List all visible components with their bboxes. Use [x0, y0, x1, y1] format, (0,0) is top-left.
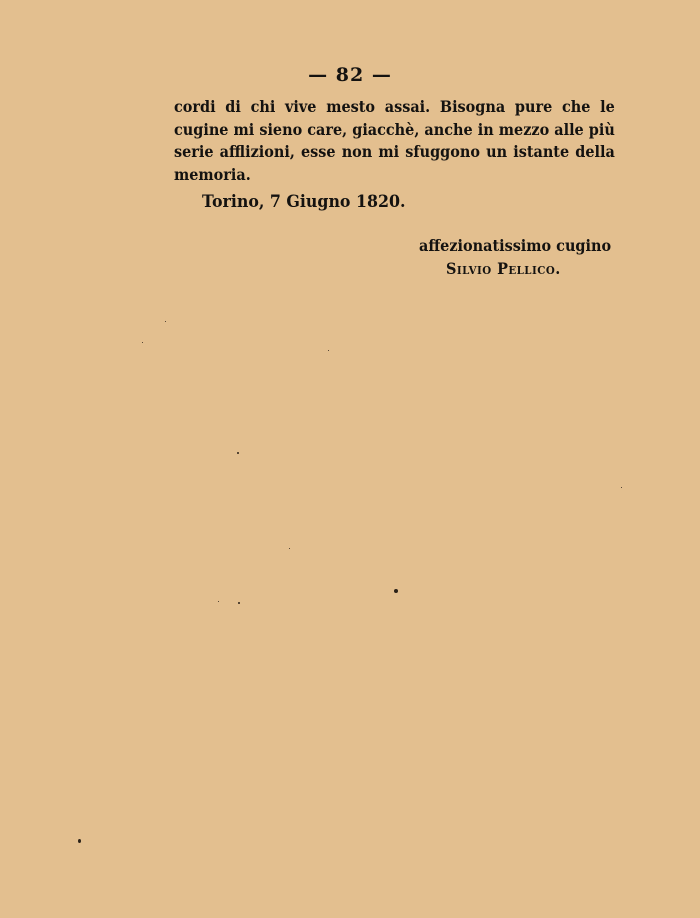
paper-speck [238, 602, 240, 604]
paragraph-text: cordi di chi vive mesto assai. Bisogna pure che le cugine mi sieno care, giacchè, anche in mezzo alle più serie afflizioni, esse non mi sfuggono un istante della memoria. [174, 97, 615, 184]
page-number: — 82 — [308, 64, 392, 86]
paper-speck [621, 487, 622, 488]
paper-speck [289, 548, 290, 549]
body-paragraph [174, 96, 615, 186]
paper-speck [328, 350, 329, 351]
paper-speck [165, 321, 166, 322]
paper-speck [142, 342, 143, 343]
paper-speck [218, 601, 219, 602]
paper-speck [78, 839, 81, 843]
dateline: Torino, 7 Giugno 1820. [202, 192, 406, 212]
signature: Silvio Pellico. [446, 259, 561, 278]
closing-salutation: affezionatissimo cugino [419, 236, 612, 255]
paper-speck [394, 589, 398, 593]
paper-speck [237, 452, 239, 454]
